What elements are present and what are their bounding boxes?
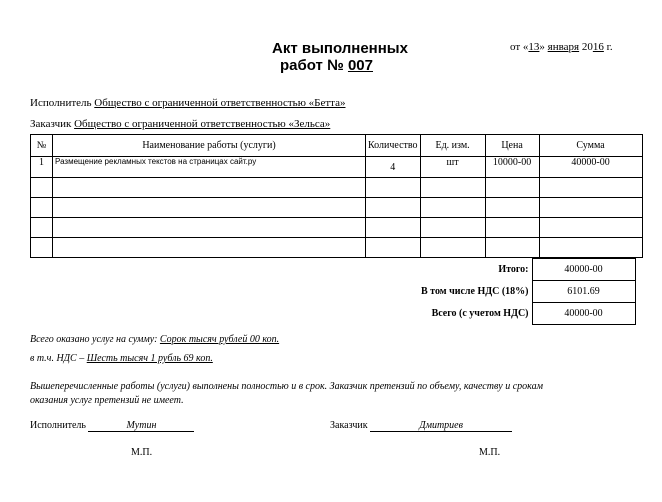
date-day: 13 <box>528 41 540 53</box>
col-header-number: № <box>31 135 53 157</box>
cell-unit: шт <box>420 157 485 178</box>
act-date <box>510 41 613 53</box>
stamp-right: М.П. <box>479 447 501 458</box>
total-label: Итого: <box>498 264 529 275</box>
customer-sign-label: Заказчик <box>330 420 368 431</box>
act-title-prefix: работ № <box>280 57 348 74</box>
customer-signature <box>330 420 512 432</box>
date-year-prefix: 20 <box>581 41 593 53</box>
stamp-left: М.П. <box>131 447 153 458</box>
act-title-line1: Акт выполненных <box>272 40 408 57</box>
executor-row <box>30 97 346 109</box>
grand-total-label: Всего (с учетом НДС) <box>431 308 529 319</box>
customer-sign-name: Дмитриев <box>370 420 512 432</box>
col-header-quantity: Количество <box>366 135 421 157</box>
sum-in-words <box>30 334 279 345</box>
date-year: 16 <box>592 41 604 53</box>
executor-value: Общество с ограниченной ответственностью «Бетта» <box>94 97 346 109</box>
col-header-unit: Ед. изм. <box>420 135 485 157</box>
cell-quantity: 4 <box>366 157 421 178</box>
table-header-row <box>31 135 643 157</box>
statement-line2: оказания услуг претензий не имеет. <box>30 395 184 406</box>
vat-label: В том числе НДС (18%) <box>421 286 529 297</box>
col-header-sum: Сумма <box>539 135 642 157</box>
table-row <box>31 157 643 178</box>
grand-total-value: 40000-00 <box>532 303 635 325</box>
vat-words: Шесть тысяч 1 рубль 69 коп. <box>86 353 213 364</box>
table-row-empty <box>31 178 643 198</box>
executor-sign-name: Мутин <box>88 420 194 432</box>
statement-line1: Вышеперечисленные работы (услуги) выполнены полностью и в срок. Заказчик претензий по объему, качеству и срокам <box>30 381 543 392</box>
cell-name: Размещение рекламных текстов на страницах сайт.ру <box>53 157 366 178</box>
date-month: января <box>547 41 580 53</box>
sum-words: Сорок тысяч рублей 00 коп. <box>159 334 280 345</box>
sum-prefix: Всего оказано услуг на сумму: <box>30 334 160 345</box>
executor-sign-label: Исполнитель <box>30 420 86 431</box>
table-row-empty <box>31 198 643 218</box>
col-header-name: Наименование работы (услуги) <box>53 135 366 157</box>
cell-sum: 40000-00 <box>539 157 642 178</box>
cell-number: 1 <box>31 157 53 178</box>
vat-in-words <box>30 353 213 364</box>
date-from: от « <box>510 41 529 53</box>
customer-label: Заказчик <box>30 118 75 130</box>
col-header-price: Цена <box>485 135 539 157</box>
vat-prefix: в т.ч. НДС – <box>30 353 87 364</box>
act-number: 007 <box>347 57 373 74</box>
executor-label: Исполнитель <box>30 97 95 109</box>
executor-signature <box>30 420 194 432</box>
total-row <box>366 259 635 281</box>
vat-value: 6101.69 <box>532 281 635 303</box>
cell-price: 10000-00 <box>485 157 539 178</box>
grand-total-row <box>366 303 635 325</box>
table-row-empty <box>31 238 643 258</box>
customer-value: Общество с ограниченной ответственностью «Зельса» <box>74 118 331 130</box>
customer-row <box>30 118 330 130</box>
date-suffix: г. <box>603 41 613 53</box>
table-row-empty <box>31 218 643 238</box>
act-title-line2 <box>280 57 373 74</box>
totals-table <box>366 258 636 325</box>
vat-row <box>366 281 635 303</box>
services-table <box>30 134 643 258</box>
total-value: 40000-00 <box>532 259 635 281</box>
date-mid: » <box>539 41 545 53</box>
